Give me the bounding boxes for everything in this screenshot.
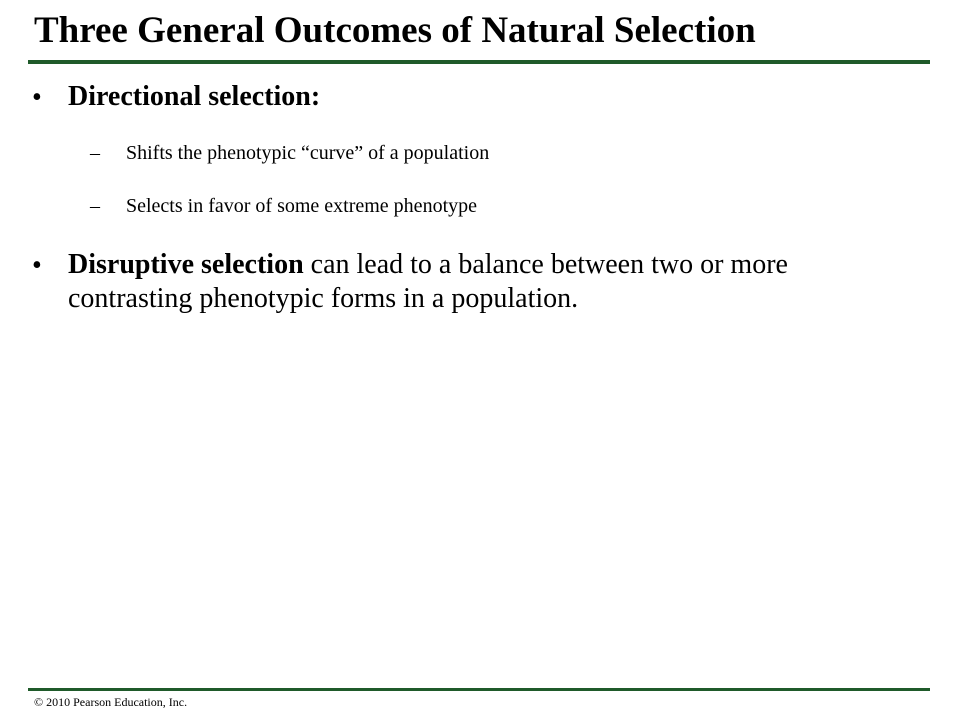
bullet-bold-term: Directional selection:: [68, 81, 321, 112]
sub-bullet-dash: –: [90, 195, 100, 217]
bullet-directional-selection: [68, 80, 918, 114]
sub-bullet-dash: –: [90, 142, 100, 164]
bullet-marker: •: [32, 82, 42, 113]
sub-bullet-shifts-curve: Shifts the phenotypic “curve” of a population: [126, 142, 490, 164]
footer-rule: [28, 688, 930, 691]
sub-bullet-selects-extreme: Selects in favor of some extreme phenotype: [126, 195, 477, 217]
bullet-marker: •: [32, 250, 42, 281]
bullet-body: can lead to a balance between two or more contrasting phenotypic forms in a population.: [68, 249, 788, 314]
bullet-disruptive-selection: [68, 248, 918, 316]
bullet-bold-term: Disruptive selection: [68, 249, 304, 280]
copyright-notice: © 2010 Pearson Education, Inc.: [34, 695, 188, 709]
title-underline: [28, 60, 930, 64]
slide-title: Three General Outcomes of Natural Selection: [34, 10, 756, 51]
